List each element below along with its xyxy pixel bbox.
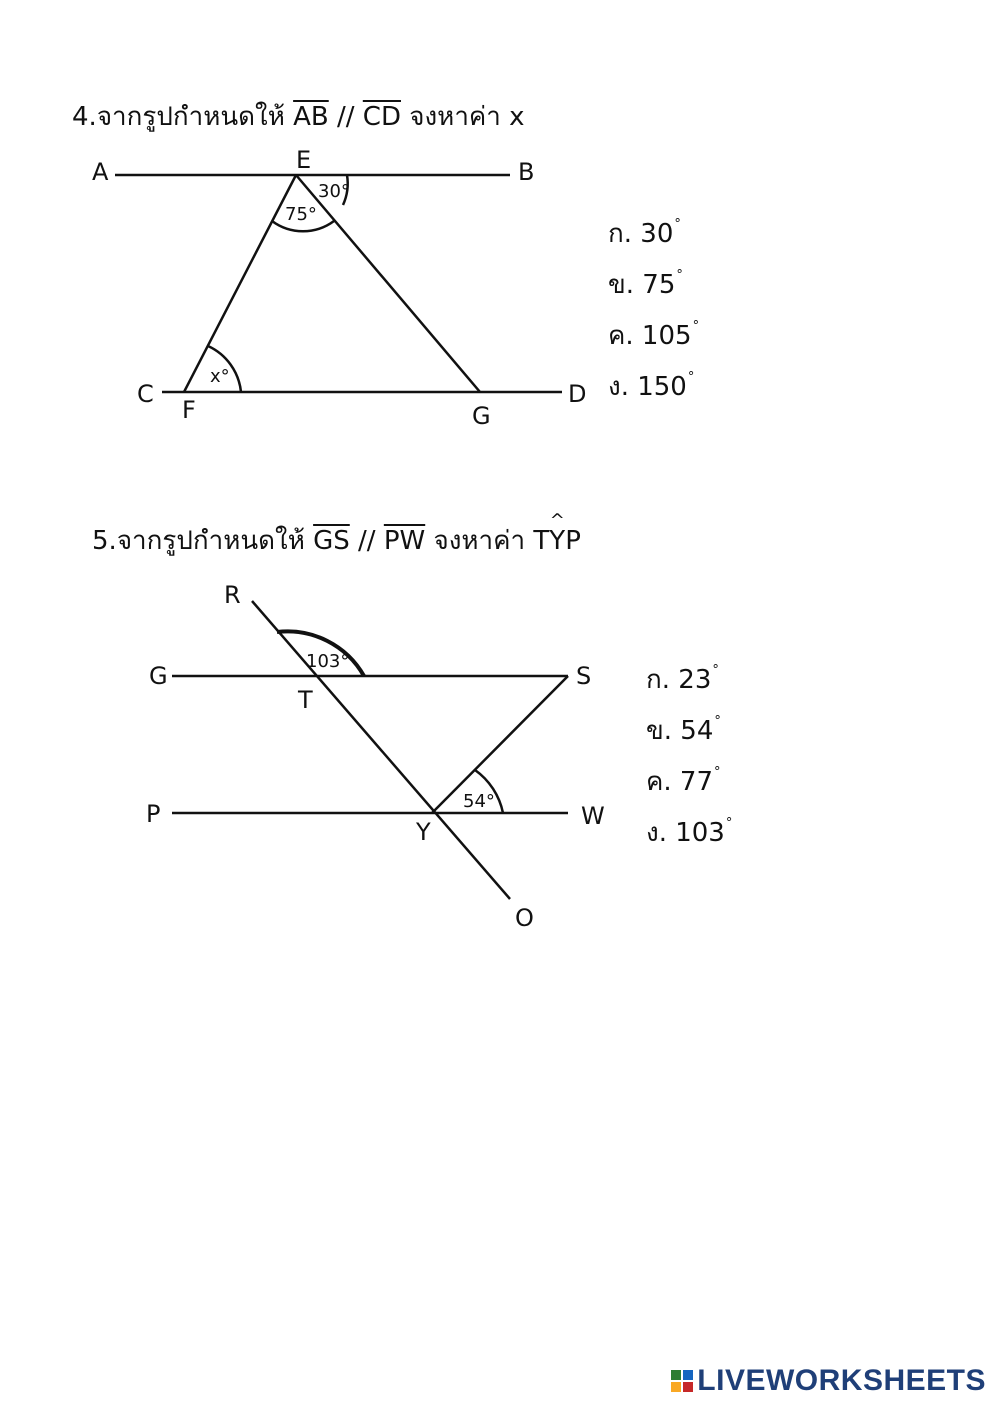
label-w: W xyxy=(581,802,605,830)
choice-label: ง. 103 xyxy=(646,818,725,848)
logo-icon xyxy=(671,1370,693,1392)
degree-sign: ° xyxy=(676,268,683,283)
label-r: R xyxy=(224,581,241,609)
angle-103-label: 103° xyxy=(306,651,350,672)
choice-d[interactable] xyxy=(646,803,732,854)
label-y: Y xyxy=(416,818,431,846)
question-prefix: จากรูปกำหนดให้ xyxy=(116,526,314,556)
choice-label: ค. 105 xyxy=(608,321,692,351)
angle-vertex-y: ^ Y xyxy=(549,526,565,556)
label-c: C xyxy=(137,380,154,408)
liveworksheets-logo[interactable] xyxy=(671,1364,986,1398)
choice-label: ง. 150 xyxy=(608,372,687,402)
label-e: E xyxy=(296,146,312,174)
angle-54-label: 54° xyxy=(463,791,495,812)
label-g: G xyxy=(472,402,491,430)
line-sy xyxy=(432,676,568,813)
line-ro xyxy=(252,601,510,899)
question-suffix: จงหาค่า T xyxy=(425,526,550,556)
degree-sign: ° xyxy=(692,319,700,334)
choice-b[interactable] xyxy=(646,701,732,752)
label-a: A xyxy=(92,158,109,186)
label-d: D xyxy=(568,380,587,408)
choice-label: ข. 54 xyxy=(646,716,714,746)
question-number: 5. xyxy=(92,526,117,556)
segment-pw: $\overline{PW}$ xyxy=(383,526,426,556)
segment-gs: $\overline{GS}$ xyxy=(313,526,350,556)
choice-c[interactable] xyxy=(646,752,732,803)
label-o: O xyxy=(515,904,534,932)
choice-a[interactable] xyxy=(646,650,732,701)
choice-label: ข. 75 xyxy=(608,270,676,300)
label-s: S xyxy=(576,662,592,690)
degree-sign: ° xyxy=(714,765,721,780)
question-suffix-end: P xyxy=(565,526,581,556)
label-g: G xyxy=(149,662,168,690)
parallel-sign: // xyxy=(349,526,384,556)
parallel-sign: // xyxy=(328,102,363,132)
label-p: P xyxy=(146,800,161,828)
degree-sign: ° xyxy=(712,663,719,678)
segment-ab: $\overline{AB}$ xyxy=(293,102,329,132)
angle-30-label: 30° xyxy=(318,181,350,202)
angle-x-label: x° xyxy=(210,366,230,387)
degree-sign: ° xyxy=(725,816,733,831)
question-prefix: จากรูปกำหนดให้ xyxy=(96,102,294,132)
question-suffix: จงหาค่า x xyxy=(400,102,525,132)
label-t: T xyxy=(298,686,313,714)
segment-cd: $\overline{CD}$ xyxy=(362,102,401,132)
choice-label: ก. 30 xyxy=(608,219,674,249)
label-f: F xyxy=(182,396,196,424)
label-b: B xyxy=(518,158,535,186)
degree-sign: ° xyxy=(714,714,721,729)
question-number: 4. xyxy=(72,102,97,132)
degree-sign: ° xyxy=(687,370,695,385)
choice-label: ก. 23 xyxy=(646,665,712,695)
degree-sign: ° xyxy=(674,217,681,232)
question-5-choices xyxy=(646,650,732,854)
angle-75-label: 75° xyxy=(285,204,317,225)
brand-name: LIVEWORKSHEETS xyxy=(697,1364,986,1397)
choice-label: ค. 77 xyxy=(646,767,714,797)
